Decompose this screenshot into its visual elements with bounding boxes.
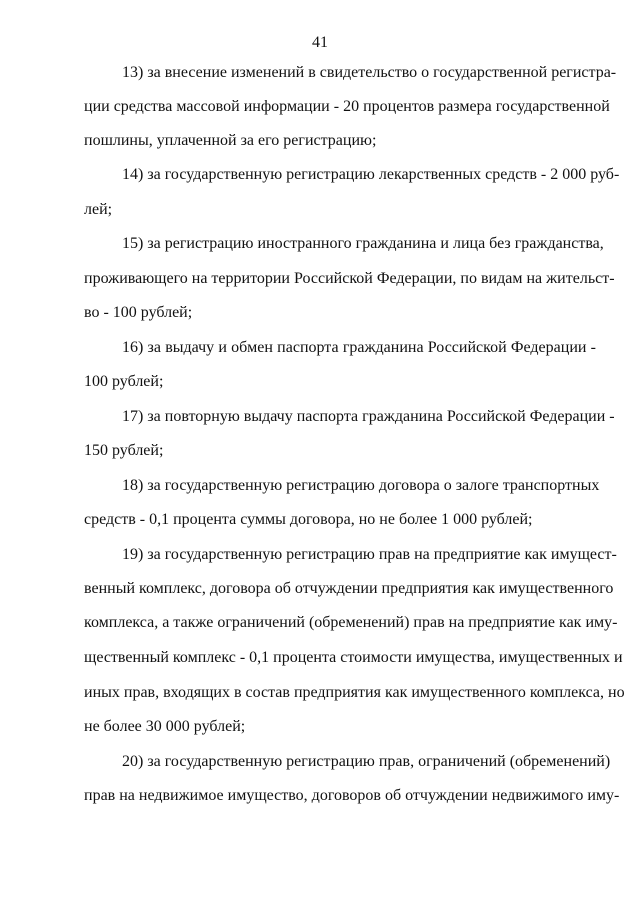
text-line: не более 30 000 рублей;	[84, 718, 246, 735]
text-line: 15) за регистрацию иностранного гражданина и лица без гражданства,	[122, 235, 604, 252]
text-line: ции средства массовой информации - 20 процентов размера государственной	[84, 98, 610, 115]
text-line: 18) за государственную регистрацию договора о залоге транспортных	[122, 477, 600, 494]
text-line: 20) за государственную регистрацию прав, ограничений (обременений)	[122, 753, 611, 770]
text-line: комплекса, а также ограничений (обременений) прав на предприятие как иму-	[84, 614, 618, 631]
text-line: во - 100 рублей;	[84, 304, 193, 321]
text-line: 19) за государственную регистрацию прав на предприятие как имущест-	[122, 546, 617, 563]
text-line: 14) за государственную регистрацию лекарственных средств - 2 000 руб-	[122, 166, 620, 183]
text-line: венный комплекс, договора об отчуждении предприятия как имущественного	[84, 580, 614, 597]
page-number: 41	[312, 34, 328, 51]
text-line: 16) за выдачу и обмен паспорта гражданина Российской Федерации -	[122, 339, 596, 356]
text-line: 150 рублей;	[84, 442, 164, 459]
text-line: иных прав, входящих в состав предприятия как имущественного комплекса, но	[84, 684, 625, 701]
text-line: щественный комплекс - 0,1 процента стоимости имущества, имущественных и	[84, 649, 623, 666]
text-line: лей;	[84, 201, 113, 218]
text-line: проживающего на территории Российской Федерации, по видам на жительст-	[84, 270, 615, 287]
text-line: 13) за внесение изменений в свидетельство о государственной регистра-	[122, 64, 617, 81]
text-line: 17) за повторную выдачу паспорта гражданина Российской Федерации -	[122, 408, 615, 425]
text-line: прав на недвижимое имущество, договоров об отчуждении недвижимого иму-	[84, 787, 620, 804]
text-line: 100 рублей;	[84, 373, 164, 390]
text-line: пошлины, уплаченной за его регистрацию;	[84, 132, 377, 149]
text-line: средств - 0,1 процента суммы договора, но не более 1 000 рублей;	[84, 511, 533, 528]
